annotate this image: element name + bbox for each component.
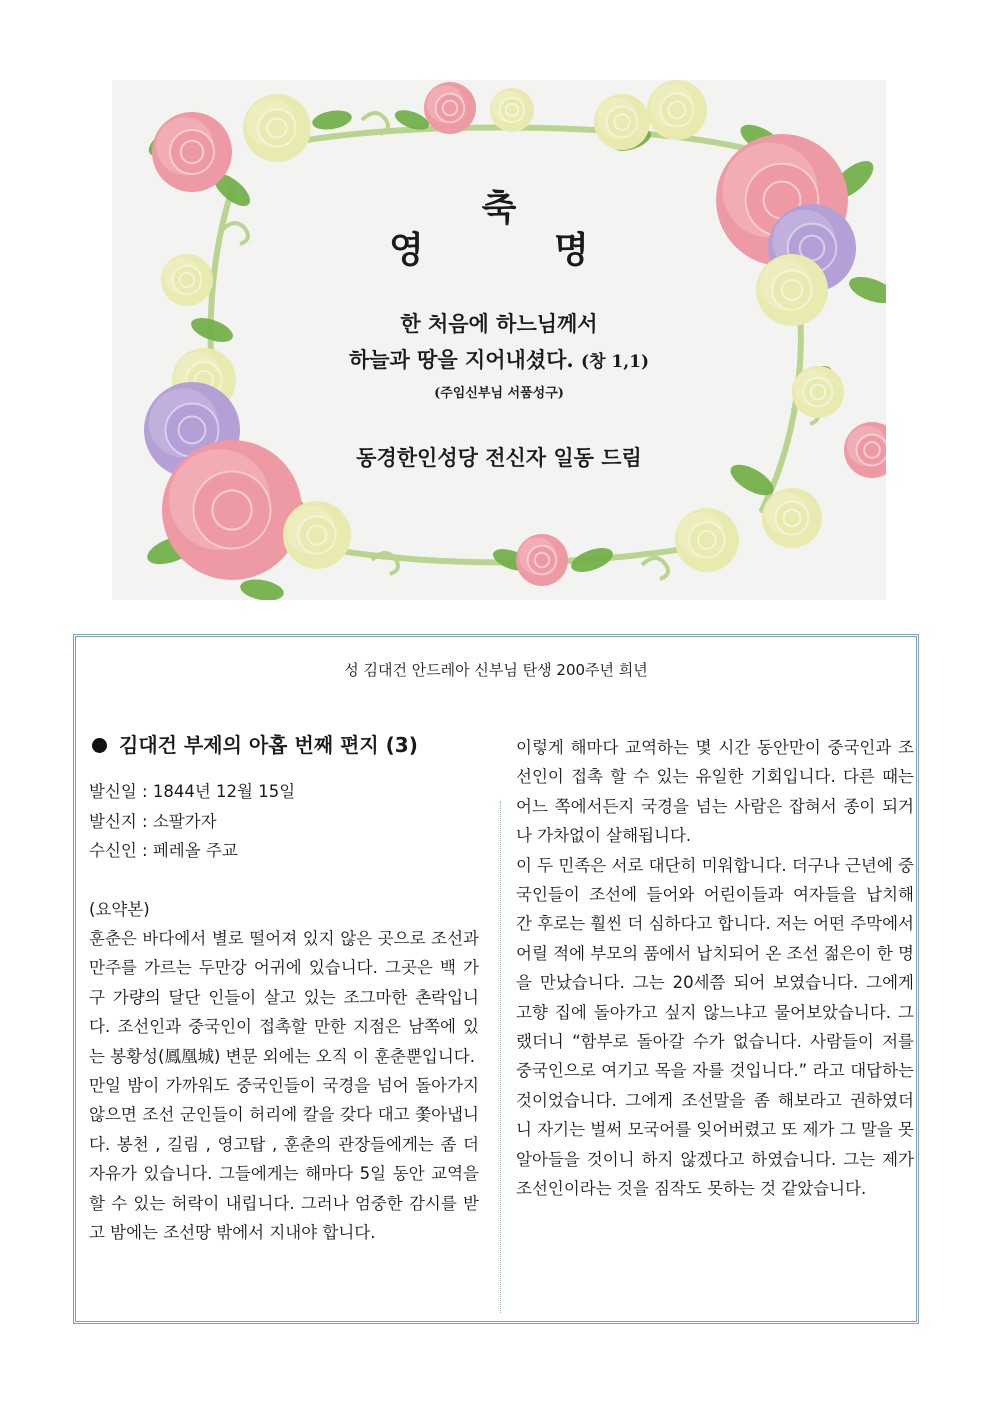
article-heading-text: 김대건 부제의 아홉 번째 편지 (3) xyxy=(119,733,418,757)
left-paragraph: 훈춘은 바다에서 별로 떨어져 있지 않은 곳으로 조선과 만주를 가르는 두만강 어귀에 있습니다. 그곳은 백 가구 가량의 달단 인들이 살고 있는 조그마한 촌락입니다. 조선인과 중국인이 접촉할 만한 지점은 남쪽에 있는 봉황성(鳳凰城) 변문 외에는 오직 이 훈춘뿐입니다. xyxy=(89,929,479,1066)
verse-line-2 xyxy=(112,344,886,374)
bullet-icon xyxy=(92,738,107,753)
column-divider xyxy=(500,801,501,1313)
card-title-myeong: 명 xyxy=(554,229,589,271)
card-text xyxy=(112,80,886,600)
card-sender: 동경한인성당 전신자 일동 드림 xyxy=(356,445,642,470)
article-heading xyxy=(89,731,479,760)
right-column xyxy=(516,733,914,1204)
summary-label: (요약본) xyxy=(89,899,150,919)
meta-date: 발신일 : 1844년 12월 15일 xyxy=(89,782,296,802)
left-column xyxy=(89,731,479,1248)
meta-recipient: 수신인 : 페레올 주교 xyxy=(89,841,238,861)
verse-line-1: 한 처음에 하느님께서 xyxy=(400,311,598,336)
verse-line-2-text: 하늘과 땅을 지어내셨다. xyxy=(348,347,574,372)
card-title-yeong: 영 xyxy=(389,229,424,271)
letter-meta xyxy=(89,777,479,865)
right-paragraph: 이 두 민족은 서로 대단히 미워합니다. 더구나 근년에 중국인들이 조선에 들어와 어린이들과 여자들을 납치해 간 후로는 훨씬 더 심하다고 합니다. 저는 어떤 주막에서 어릴 적에 부모의 품에서 납치되어 온 조선 젊은이 한 명을 만났습니다. 그는 20세쯤 되어 보였습니다. 그에게 고향 집에 돌아가고 싶지 않느냐고 물어보았습니다. 그랬더니 “함부로 돌아갈 수가 없습니다. 사람들이 저를 중국인으로 여기고 목을 자를 것입니다.” 라고 대답하는 것이었습니다. 그에게 조선말을 좀 해보라고 권하였더니 자기는 벌써 모국어를 잊어버렸고 또 제가 그 말을 못 알아들을 것이니 하지 않겠다고 하였습니다. 그는 제가 조선인이라는 것을 짐작도 못하는 것 같았습니다. xyxy=(516,855,914,1199)
verse-note: (주임신부님 서품성구) xyxy=(434,386,564,401)
congratulation-card xyxy=(112,80,886,600)
article-box xyxy=(73,634,919,1324)
meta-place: 발신지 : 소팔가자 xyxy=(89,811,217,831)
left-paragraph: 만일 밤이 가까워도 중국인들이 국경을 넘어 돌아가지 않으면 조선 군인들이 허리에 칼을 갖다 대고 쫓아냅니다. 봉천 , 길림 , 영고탑 , 훈춘의 관장들에게는 좀 더 자유가 있습니다. 그들에게는 해마다 5일 동안 교역을 할 수 있는 허락이 내립니다. 그러나 엄중한 감시를 받고 밤에는 조선땅 밖에서 지내야 합니다. xyxy=(89,1076,479,1243)
verse-reference: (창 1,1) xyxy=(581,352,650,372)
right-paragraph: 이렇게 해마다 교역하는 몇 시간 동안만이 중국인과 조선인이 접촉 할 수 있는 유일한 기회입니다. 다른 때는 어느 쪽에서든지 국경을 넘는 사람은 잡혀서 종이 되거나 가차없이 살해됩니다. xyxy=(516,738,914,846)
jubilee-banner: 성 김대건 안드레아 신부님 탄생 200주년 희년 xyxy=(344,661,648,679)
card-title-chuk: 축 xyxy=(481,187,517,229)
spacer xyxy=(89,866,479,895)
